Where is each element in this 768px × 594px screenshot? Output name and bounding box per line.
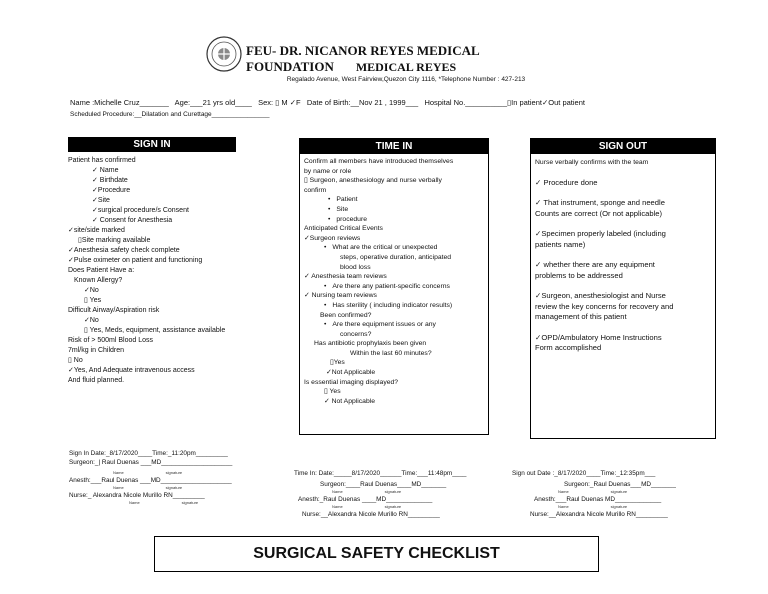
list-item: Difficult Airway/Aspiration risk bbox=[68, 307, 160, 314]
list-item: concerns? bbox=[340, 330, 372, 338]
sign-out-date-time: Sign out Date :_8/17/2020____Time:_12:35pm___ bbox=[512, 470, 656, 477]
list-item: ✓No bbox=[84, 287, 99, 294]
sign-in-nurse: Nurse:_ Alexandra Nicole Murillo RN_________ bbox=[69, 492, 205, 499]
time-in-list bbox=[300, 154, 488, 406]
sign-in-panel bbox=[68, 137, 236, 408]
checklist-title: SURGICAL SAFETY CHECKLIST bbox=[253, 545, 500, 562]
list-item: ✓Pulse oximeter on patient and functioning bbox=[68, 257, 203, 264]
list-item: And fluid planned. bbox=[68, 377, 125, 384]
time-in-surgeon: Surgeon:____Raul Duenas____MD_______ bbox=[320, 481, 447, 488]
list-item: ▯ Yes, Meds, equipment, assistance available bbox=[84, 327, 226, 334]
checklist-title-box bbox=[154, 536, 599, 572]
list-item: Has antibiotic prophylaxis been given bbox=[314, 340, 427, 348]
list-item: ✓OPD/Ambulatory Home Instructions bbox=[535, 332, 662, 342]
time-in-heading: TIME IN bbox=[300, 139, 488, 154]
list-item: management of this patient bbox=[535, 312, 627, 321]
time-in-signatures bbox=[294, 470, 466, 518]
list-item: Does Patient Have a: bbox=[68, 267, 135, 274]
sign-in-anesth: Anesth:___Raul Duenas ___MD____________________ bbox=[69, 477, 232, 484]
hospital-seal-icon bbox=[206, 36, 242, 72]
list-item: review the key concerns for recovery and bbox=[535, 301, 674, 311]
patient-sex: Sex: ▯ M ✓F bbox=[258, 98, 301, 107]
sign-in-date-time: Sign In Date:_8/17/2020____Time:_11:20pm_________ bbox=[69, 450, 228, 457]
list-item: ✓Surgeon reviews bbox=[304, 234, 361, 242]
list-item: Form accomplished bbox=[535, 343, 602, 352]
sign-out-nurse: Nurse:__Alexandra Nicole Murillo RN_________ bbox=[530, 511, 668, 518]
list-item: • Patient bbox=[304, 195, 488, 205]
list-item: ✓Not Applicable bbox=[326, 369, 376, 377]
list-item: ✓Surgeon, anesthesiologist and Nurse bbox=[535, 291, 666, 300]
list-item: ✓ That instrument, sponge and needle bbox=[535, 198, 665, 207]
list-item: ▯ Yes bbox=[324, 388, 341, 396]
list-item: ✓Site bbox=[92, 197, 110, 204]
signature-caption: signature bbox=[181, 500, 199, 505]
list-item: Confirm all members have introduced themselves bbox=[304, 158, 454, 165]
list-item: Patient has confirmed bbox=[68, 157, 136, 164]
patient-info-row bbox=[70, 98, 585, 107]
patient-name: Name :Michelle Cruz_______ bbox=[70, 98, 169, 107]
list-item: confirm bbox=[304, 186, 327, 194]
list-item: ✓surgical procedure/s Consent bbox=[92, 207, 189, 214]
list-item: ▯Site marking available bbox=[78, 237, 151, 244]
list-item: Anticipated Critical Events bbox=[304, 225, 383, 233]
list-item: ✓Anesthesia safety check complete bbox=[68, 247, 180, 254]
list-item: Is essential imaging displayed? bbox=[304, 378, 399, 386]
list-item: ✓ Procedure done bbox=[535, 177, 598, 187]
name-caption: Name bbox=[113, 485, 124, 490]
sign-out-anesth: Anesth:___Raul Duenas MD_____________ bbox=[534, 496, 662, 503]
name-caption: Name bbox=[558, 489, 569, 494]
signature-caption: signature bbox=[384, 489, 402, 494]
list-item: ✓No bbox=[84, 317, 99, 324]
hospital-title: FEU- DR. NICANOR REYES MEDICAL FOUNDATION bbox=[246, 43, 479, 74]
list-item: • What are the critical or unexpected bbox=[304, 243, 488, 253]
list-item: ✓ whether there are any equipment bbox=[535, 260, 655, 269]
sign-out-surgeon: Surgeon:_Raul Duenas___MD_______ bbox=[564, 481, 676, 488]
list-item: Counts are correct (Or not applicable) bbox=[535, 208, 663, 218]
sign-in-heading: SIGN IN bbox=[68, 137, 236, 152]
list-item: ✓ Consent for Anesthesia bbox=[92, 217, 173, 224]
list-item: ✓ Name bbox=[92, 167, 119, 174]
sign-out-list bbox=[531, 154, 715, 354]
list-item: Been confirmed? bbox=[320, 311, 372, 319]
hospital-address: Regalado Avenue, West Fairview,Quezon City 1116, *Telephone Number : 427-213 bbox=[286, 76, 526, 83]
list-item: blood loss bbox=[340, 263, 371, 271]
list-item: ✓ Birthdate bbox=[92, 177, 128, 184]
list-item: 7ml/kg in Children bbox=[68, 347, 125, 354]
time-in-nurse: Nurse:__Alexandra Nicole Murillo RN_________ bbox=[302, 511, 440, 518]
name-caption: Name bbox=[332, 489, 343, 494]
list-item: • Are there any patient-specific concerns bbox=[304, 282, 488, 292]
name-caption: Name bbox=[332, 504, 343, 509]
signature-caption: signature bbox=[610, 489, 628, 494]
sign-in-surgeon: Surgeon:_| Raul Duenas ___MD____________________ bbox=[69, 459, 233, 466]
list-item: patients name) bbox=[535, 239, 586, 249]
list-item: ▯ Yes bbox=[84, 297, 102, 304]
signature-caption: signature bbox=[384, 504, 402, 509]
sign-out-signatures bbox=[512, 470, 676, 518]
list-item: ▯ Surgeon, anesthesiology and nurse verbally bbox=[304, 177, 442, 185]
list-item: ✓ Anesthesia team reviews bbox=[304, 273, 387, 281]
list-item: ▯Yes bbox=[330, 359, 345, 367]
list-item: Risk of > 500ml Blood Loss bbox=[68, 337, 154, 344]
procedure-value: __Dilatation and Curettage________________ bbox=[134, 111, 270, 118]
time-in-panel bbox=[299, 138, 489, 435]
list-item: ✓Yes, And Adequate intravenous access bbox=[68, 367, 195, 374]
time-in-date-time: Time In: Date:_____8/17/2020______Time:___11:48pm____ bbox=[294, 470, 467, 477]
scheduled-procedure bbox=[70, 111, 270, 118]
hospital-number: Hospital No.__________▯In patient✓Out patient bbox=[424, 98, 585, 107]
name-caption: Name bbox=[129, 500, 140, 505]
list-item: Known Allergy? bbox=[74, 277, 123, 284]
list-item: problems to be addressed bbox=[535, 270, 623, 280]
list-item: ✓Specimen properly labeled (including bbox=[535, 229, 666, 238]
list-item: Nurse verbally confirms with the team bbox=[535, 159, 649, 166]
name-caption: Name bbox=[558, 504, 569, 509]
hospital-subtitle: MEDICAL REYES bbox=[355, 60, 457, 74]
procedure-label: Scheduled Procedure: bbox=[70, 111, 135, 118]
list-item: steps, operative duration, anticipated bbox=[340, 253, 452, 261]
sign-out-panel bbox=[530, 138, 716, 439]
list-item: • Are there equipment issues or any bbox=[304, 320, 488, 330]
list-item: ▯ No bbox=[68, 357, 83, 364]
list-item: ✓Procedure bbox=[92, 187, 131, 194]
signature-caption: signature bbox=[610, 504, 628, 509]
list-item: • Site bbox=[304, 205, 488, 215]
signature-caption: signature bbox=[165, 485, 183, 490]
list-item: Within the last 60 minutes? bbox=[350, 349, 432, 357]
sign-in-signatures bbox=[69, 450, 232, 505]
list-item: ✓site/side marked bbox=[68, 227, 125, 234]
signature-caption: signature bbox=[165, 470, 183, 475]
list-item: • Has sterility ( including indicator results) bbox=[304, 301, 488, 311]
name-caption: Name bbox=[113, 470, 124, 475]
list-item: ✓ Nursing team reviews bbox=[304, 292, 377, 300]
patient-dob: Date of Birth:__Nov 21 , 1999___ bbox=[306, 98, 419, 107]
list-item: by name or role bbox=[304, 167, 352, 175]
patient-age: Age:___21 yrs old____ bbox=[174, 98, 252, 107]
sign-out-heading: SIGN OUT bbox=[531, 139, 715, 154]
time-in-anesth: Anesth:_Raul Duenas ____MD_____________ bbox=[298, 496, 433, 503]
list-item: • procedure bbox=[304, 215, 488, 225]
sign-in-list bbox=[68, 152, 236, 386]
list-item: ✓ Not Applicable bbox=[324, 397, 376, 405]
